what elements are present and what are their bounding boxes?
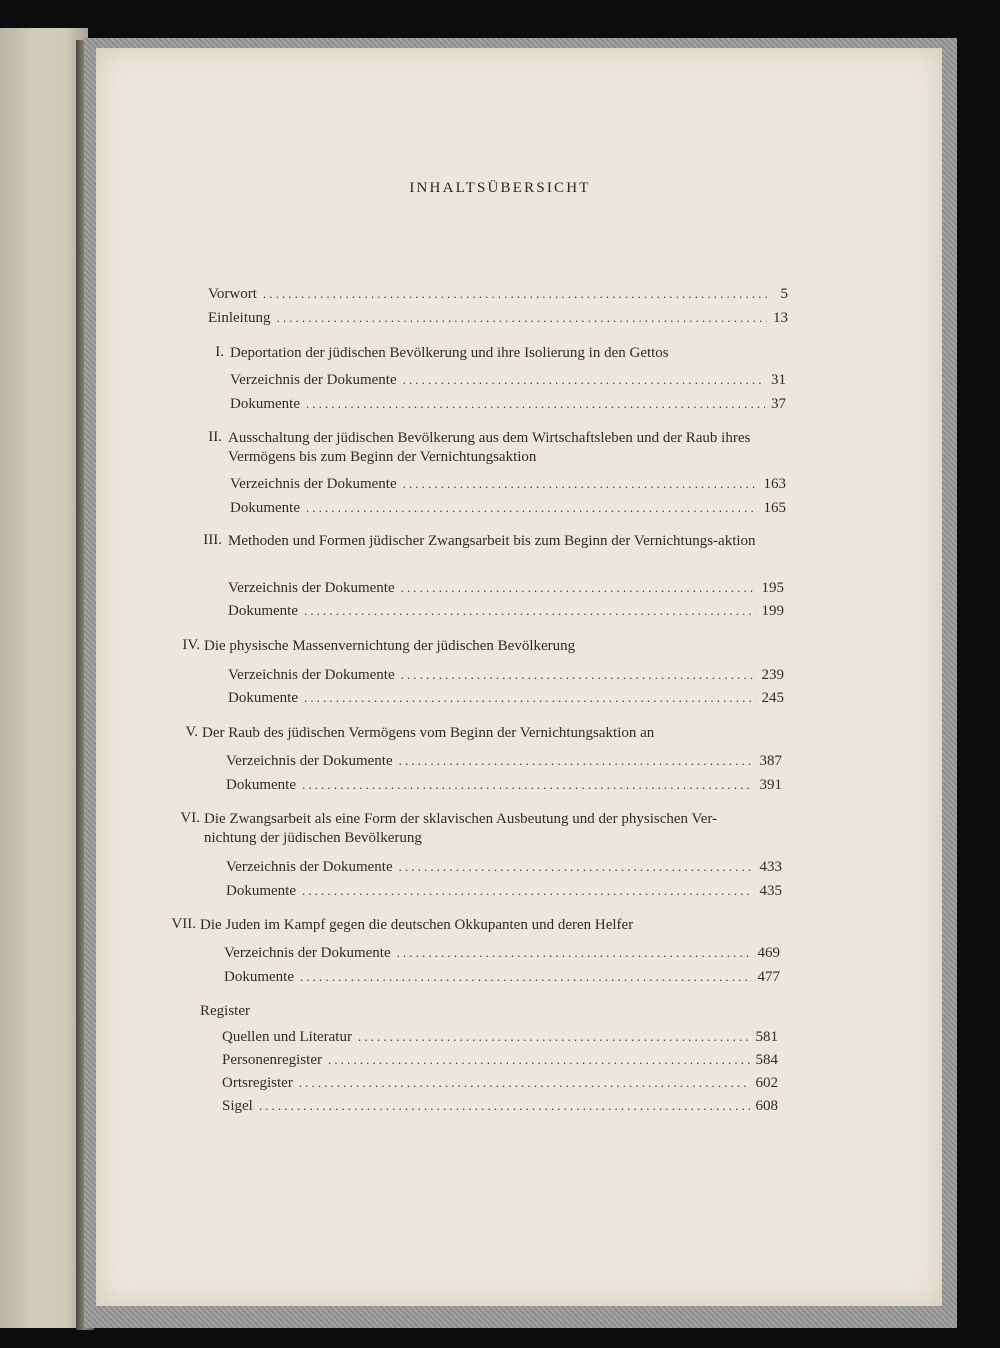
chapter-title: Deportation der jüdischen Bevölkerung und ihre Isolierung in den Gettos xyxy=(230,345,669,361)
leader-dots xyxy=(277,310,768,326)
toc-entry-dokumente-7[interactable] xyxy=(224,969,780,986)
leader-dots xyxy=(304,690,756,706)
chapter-numeral: IV. xyxy=(182,637,200,653)
toc-entry-page: 165 xyxy=(763,500,786,516)
chapter-heading-1[interactable] xyxy=(215,344,760,363)
toc-entry-label: Verzeichnis der Dokumente xyxy=(230,476,397,492)
chapter-title: Ausschaltung der jüdischen Bevölkerung aus dem Wirtschaftsleben und der Raub ihres Vermögens bis zum Beginn der Vernichtungsaktion xyxy=(228,430,751,465)
toc-entry-label: Dokumente xyxy=(230,396,300,412)
toc-entry-label: Verzeichnis der Dokumente xyxy=(226,859,393,875)
toc-entry-page: 477 xyxy=(757,969,780,985)
toc-entry-label: Dokumente xyxy=(224,969,294,985)
chapter-title: Methoden und Formen jüdischer Zwangsarbeit bis zum Beginn der Vernichtungs-aktion xyxy=(228,533,756,549)
toc-entry-quellen[interactable] xyxy=(222,1029,778,1046)
toc-entry-dokumente-4[interactable] xyxy=(228,690,784,707)
chapter-numeral: V. xyxy=(185,724,198,740)
chapter-heading-7[interactable] xyxy=(171,916,760,935)
leader-dots xyxy=(399,859,754,875)
toc-entry-dokumente-3[interactable] xyxy=(228,603,784,620)
toc-entry-page: 5 xyxy=(780,286,788,302)
toc-entry-verzeichnis-5[interactable] xyxy=(226,753,782,770)
chapter-heading-5[interactable] xyxy=(185,724,762,743)
toc-entry-personenregister[interactable] xyxy=(222,1052,778,1069)
chapter-title: Die Zwangsarbeit als eine Form der sklavischen Ausbeutung und der physischen Ver-nichtung der jüdischen Bevölkerung xyxy=(204,811,718,846)
toc-entry-page: 245 xyxy=(761,690,784,706)
toc-entry-verzeichnis-2[interactable] xyxy=(230,476,786,493)
toc-entry-label: Verzeichnis der Dokumente xyxy=(228,580,395,596)
toc-entry-verzeichnis-3[interactable] xyxy=(228,580,784,597)
leader-dots xyxy=(401,667,756,683)
chapter-heading-3[interactable] xyxy=(203,532,758,551)
toc-entry-page: 387 xyxy=(759,753,782,769)
toc-entry-page: 581 xyxy=(755,1029,778,1045)
toc-entry-vorwort[interactable] xyxy=(208,286,788,303)
leader-dots xyxy=(403,372,765,388)
toc-entry-dokumente-6[interactable] xyxy=(226,883,782,900)
toc-entry-label: Personenregister xyxy=(222,1052,322,1068)
toc-entry-page: 239 xyxy=(761,667,784,683)
leader-dots xyxy=(306,500,758,516)
toc-entry-page: 602 xyxy=(755,1075,778,1091)
leader-dots xyxy=(263,286,768,302)
toc-entry-dokumente-2[interactable] xyxy=(230,500,786,517)
chapter-heading-2[interactable] xyxy=(208,429,758,467)
leader-dots xyxy=(302,883,754,899)
toc-page xyxy=(96,48,942,1306)
toc-entry-verzeichnis-7[interactable] xyxy=(224,945,780,962)
toc-entry-verzeichnis-4[interactable] xyxy=(228,667,784,684)
toc-entry-page: 163 xyxy=(763,476,786,492)
leader-dots xyxy=(299,1075,750,1091)
chapter-numeral: VI. xyxy=(180,810,200,826)
chapter-title: Die physische Massenvernichtung der jüdischen Bevölkerung xyxy=(204,638,576,654)
toc-entry-page: 199 xyxy=(761,603,784,619)
leader-dots xyxy=(358,1029,750,1045)
toc-entry-page: 584 xyxy=(755,1052,778,1068)
toc-entry-page: 433 xyxy=(759,859,782,875)
toc-entry-label: Einleitung xyxy=(208,310,271,326)
left-page-edge xyxy=(0,28,88,1328)
toc-entry-sigel[interactable] xyxy=(222,1098,778,1115)
leader-dots xyxy=(397,945,752,961)
toc-entry-verzeichnis-1[interactable] xyxy=(230,372,786,389)
chapter-numeral: III. xyxy=(203,532,222,548)
chapter-numeral: II. xyxy=(208,429,222,445)
leader-dots xyxy=(302,777,754,793)
toc-entry-page: 195 xyxy=(761,580,784,596)
leader-dots xyxy=(399,753,754,769)
toc-entry-label: Dokumente xyxy=(230,500,300,516)
toc-entry-label: Sigel xyxy=(222,1098,253,1114)
leader-dots xyxy=(306,396,765,412)
chapter-numeral: VII. xyxy=(171,916,196,932)
toc-entry-label: Dokumente xyxy=(228,603,298,619)
page-title: INHALTSÜBERSICHT xyxy=(409,180,591,196)
toc-entry-label: Verzeichnis der Dokumente xyxy=(226,753,393,769)
toc-entry-page: 37 xyxy=(771,396,786,412)
toc-entry-label: Verzeichnis der Dokumente xyxy=(224,945,391,961)
toc-entry-label: Ortsregister xyxy=(222,1075,293,1091)
leader-dots xyxy=(328,1052,750,1068)
toc-entry-label: Dokumente xyxy=(228,690,298,706)
leader-dots xyxy=(300,969,752,985)
toc-entry-label: Vorwort xyxy=(208,286,257,302)
toc-entry-page: 469 xyxy=(757,945,780,961)
toc-entry-page: 608 xyxy=(755,1098,778,1114)
toc-entry-label: Dokumente xyxy=(226,883,296,899)
toc-entry-label: Quellen und Literatur xyxy=(222,1029,352,1045)
toc-entry-dokumente-5[interactable] xyxy=(226,777,782,794)
leader-dots xyxy=(401,580,756,596)
leader-dots xyxy=(259,1098,750,1114)
toc-entry-dokumente-1[interactable] xyxy=(230,396,786,413)
leader-dots xyxy=(403,476,758,492)
toc-entry-ortsregister[interactable] xyxy=(222,1075,778,1092)
toc-entry-label: Dokumente xyxy=(226,777,296,793)
register-heading: Register xyxy=(200,1003,250,1019)
chapter-heading-6[interactable] xyxy=(180,810,756,848)
chapter-numeral: I. xyxy=(215,344,224,360)
toc-entry-label: Verzeichnis der Dokumente xyxy=(228,667,395,683)
toc-entry-einleitung[interactable] xyxy=(208,310,788,327)
toc-entry-page: 13 xyxy=(773,310,788,326)
leader-dots xyxy=(304,603,756,619)
chapter-title: Der Raub des jüdischen Vermögens vom Beginn der Vernichtungsaktion an xyxy=(202,725,655,741)
toc-entry-page: 435 xyxy=(759,883,782,899)
chapter-heading-4[interactable] xyxy=(182,637,764,656)
toc-entry-verzeichnis-6[interactable] xyxy=(226,859,782,876)
toc-entry-page: 391 xyxy=(759,777,782,793)
chapter-title: Die Juden im Kampf gegen die deutschen Okkupanten und deren Helfer xyxy=(200,917,634,933)
toc-entry-label: Verzeichnis der Dokumente xyxy=(230,372,397,388)
table-of-contents xyxy=(96,48,942,1306)
toc-entry-page: 31 xyxy=(771,372,786,388)
